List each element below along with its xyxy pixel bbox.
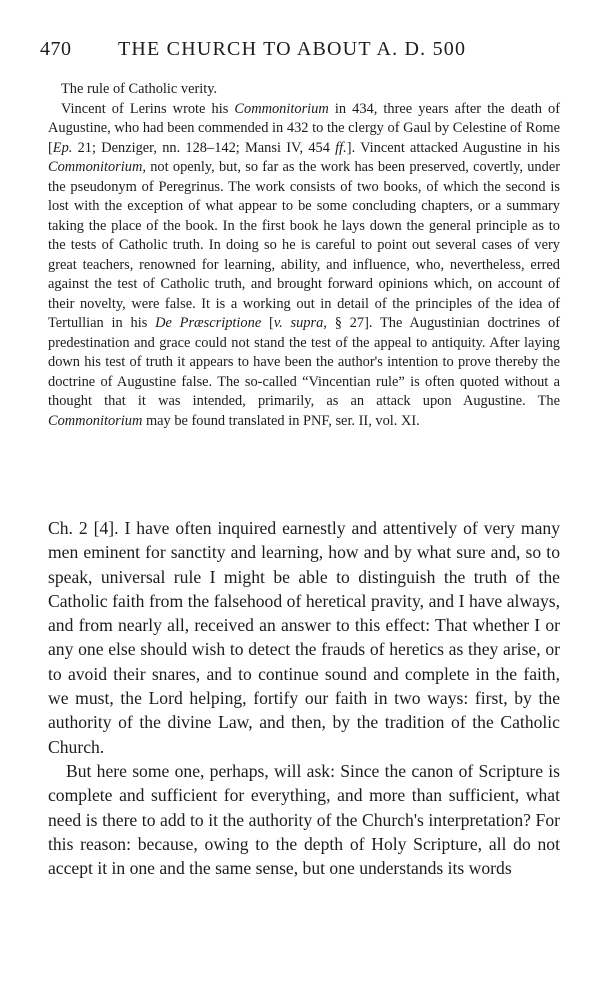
intro-text: Vincent of Lerins wrote his xyxy=(61,100,235,117)
intro-paragraph xyxy=(48,100,560,432)
intro-text: in 434, three years after the death of Augustine, who had been commended in 432 to the clergy of Gaul by Celestine of Rome [ xyxy=(48,100,560,156)
main-paragraph-2: But here some one, perhaps, will ask: Since the canon of Scripture is complete and sufficient for everything, and more than sufficient, what need is there to add to it the authority of the Church's interpretation? For this reason: because, owing to the depth of Holy Scripture, all do not accept it in one and the same sense, but one understands its words xyxy=(48,760,560,879)
intro-heading: The rule of Catholic verity. xyxy=(61,81,218,97)
intro-italic: Commonitorium xyxy=(48,412,143,429)
main-text xyxy=(48,516,560,880)
page-header xyxy=(40,38,570,64)
page-number: 470 xyxy=(40,38,72,60)
intro-italic: v. supra, xyxy=(273,315,327,331)
intro-text: ]. Vincent attacked Augustine in his xyxy=(346,139,560,156)
intro-italic: Commonitorium, xyxy=(48,159,146,175)
intro-text: [ xyxy=(261,315,274,331)
intro-italic: De Præscriptione xyxy=(155,315,262,331)
running-head: THE CHURCH TO ABOUT A. D. 500 xyxy=(118,38,467,60)
introductory-note xyxy=(48,80,560,431)
intro-text: may be found translated in PNF, ser. II, vol. XI. xyxy=(142,412,420,429)
intro-italic: Ep. xyxy=(52,139,73,156)
main-paragraph-1: Ch. 2 [4]. I have often inquired earnestly and attentively of very many men eminent for sanctity and learning, how and by what sure and, so to speak, universal rule I might be able to distinguish the truth of the Catholic faith from the falsehood of heretical pravity, and I have always, and from nearly all, received an answer to this effect: That whether I or any one else should wish to detect the frauds of heretics as they arise, or to avoid their snares, and to continue sound and complete in the faith, we must, the Lord helping, fortify our faith in two ways: first, by the authority of the divine Law, and then, by the tradition of the Catholic Church. xyxy=(48,518,560,757)
intro-text: not openly, but, so far as the work has been preserved, covertly, under the pseudonym of Peregrinus. The work consists of two books, of which the second is lost with the exception of what appear to be some concluding chapters, or a summary taking the place of the book. In the first book he lays down the general principle as to the tests of Catholic truth. In doing so he is careful to point out several cases of very great teachers, renowned for learning, ability, and influence, who, nevertheless, erred against the test of Catholic truth, and brought forward opinions which, on account of their novelty, were false. It is a working out in detail of the principles of the idea of Tertullian in his xyxy=(48,159,560,331)
intro-italic: ff. xyxy=(335,139,347,156)
intro-italic: Commonitorium xyxy=(234,100,329,117)
intro-text: § 27]. The Augustinian doctrines of predestination and grace could not stand the test of the appeal to antiquity. After laying down his test of truth it appears to have been the author's intention to prove thereby the doctrine of Augustine false. The so-called “Vincentian rule” is often quoted without a thought that it was intended, primarily, as an attack upon Augustine. The xyxy=(48,315,561,409)
intro-text: 21; Denziger, nn. 128–142; Mansi IV, 454 xyxy=(72,139,336,156)
